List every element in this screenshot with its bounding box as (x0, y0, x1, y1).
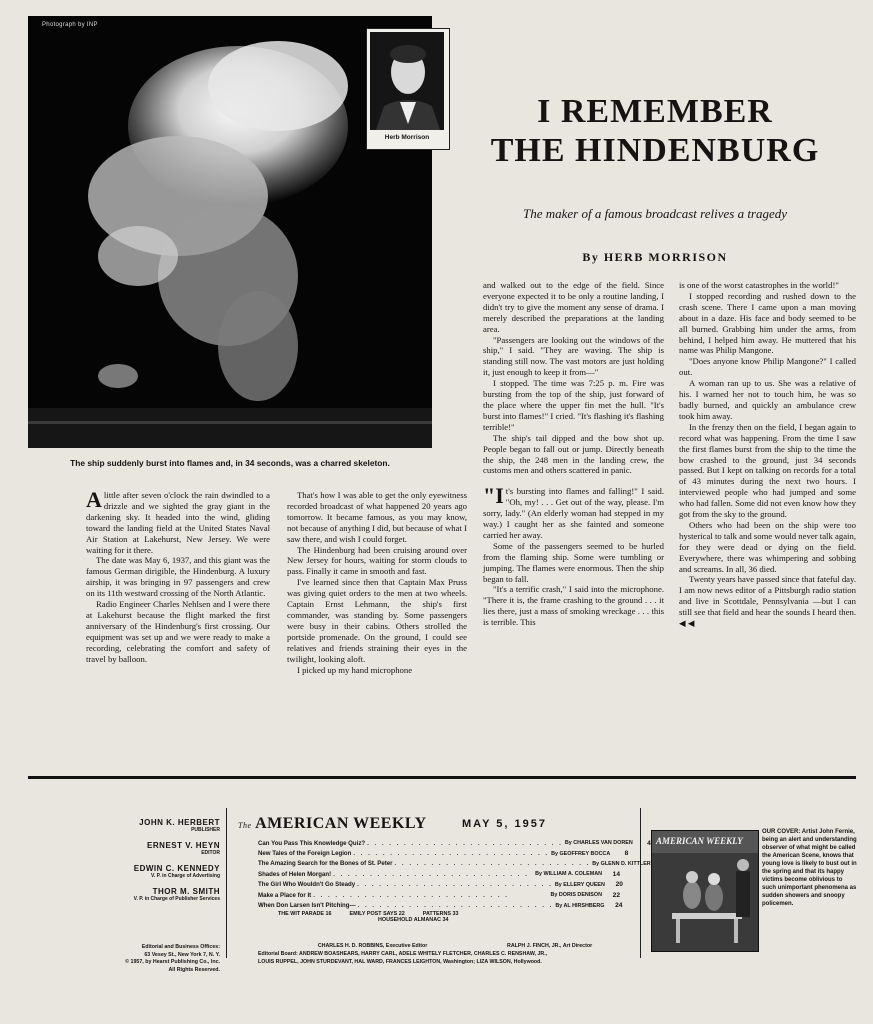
staff-name: JOHN K. HERBERT (139, 818, 220, 827)
photo-caption: The ship suddenly burst into flames and, in 34 seconds, was a charred skeleton. (70, 458, 390, 468)
paragraph: is one of the worst catastrophes in the world!" (679, 280, 839, 290)
paragraph: I stopped recording and rushed down to the crash scene. There I came upon a man moving about in a daze. His face and body seemed to be all burned. Grabbing him under the arms, from behind, I helped him away. He muttered that his name was Philip Mangone. (679, 290, 856, 356)
paragraph: Some of the passengers seemed to be hurled from the flaming ship. Some were tumbling or jumping. The flames were enormous. Then the ship began to fall. (483, 540, 664, 584)
staff-title: V. P. in Charge of Advertising (151, 873, 220, 879)
column-divider (226, 808, 227, 958)
title-line-2: THE HINDENBURG (490, 132, 820, 170)
paragraph: The Hindenburg had been cruising around over New Jersey for hours, waiting for storm clouds to pass. Finally it came in smooth and fast. (287, 544, 467, 577)
drop-cap: A (86, 487, 102, 512)
staff-name: EDWIN C. KENNEDY (133, 864, 220, 873)
paragraph: Twenty years have passed since that fateful day. I am now news editor of a Pittsburgh radio station and live in Scottdale, Pennsylvania —but I can still see that field and hear the sounds I heard then. ◀ ◀ (679, 574, 856, 629)
drop-cap: "I (483, 483, 504, 509)
toc-row[interactable]: The Amazing Search for the Bones of St. Peter . . . . . . . . . . . . . . . . . . . . . . . . . . . By GLENN D. KITTLER (258, 860, 651, 868)
toc-features: HOUSEHOLD ALMANAC 34 (378, 916, 449, 923)
paragraph: I stopped. The time was 7:25 p. m. Fire was bursting from the top of the ship, just forward of the place where the upper fin met the hull. "It's burst into flames!" I cried. "It's flashing it's flashing terrible!" (483, 378, 664, 432)
author-photo-label: Herb Morrison (384, 134, 430, 141)
cover-illustration (652, 831, 758, 951)
paragraph: That's how I was able to get the only eyewitness recorded broadcast of what happened 20 years ago tomorrow. It became famous, as you may know, not because of anything I did, but because of what I saw there, and wish I could forget. (287, 490, 467, 544)
toc-row[interactable]: When Don Larsen Isn't Pitching— . . . . . . . . . . . . . . . . . . . . . . . . . . . By AL HIRSHBERG 24 (258, 902, 623, 910)
paragraph: Others who had been on the ship were too hysterical to talk and some would never talk again, for they were dead or dying on the field. Everywhere, there was whimpering and sobbing and screams. In all, 36 died. (679, 519, 856, 574)
cover-mini-title: AMERICAN WEEKLY (656, 836, 743, 846)
paragraph: "It's a terrific crash," I said into the microphone. "There it is, the frame crashing to the ground . . . it lies there, just a mass of smoking wreckage . . . this is terrible. This (483, 584, 664, 628)
cover-thumbnail[interactable] (651, 830, 759, 952)
author-portrait (370, 32, 444, 130)
toc-row[interactable]: Shades of Helen Morgan! . . . . . . . . . . . . . . . . . . . . . . . . . . . By WILLIAM A. COLEMAN 14 (258, 870, 620, 878)
office-info: Editorial and Business Offices: 63 Vesey St., New York 7, N. Y. © 1957, by Hearst Publishing Co., Inc. All Rights Reserved. (125, 944, 220, 973)
staff-credits: CHARLES H. D. ROBBINS, Executive Editor RALPH J. FINCH, JR., Art Director Editorial Board: ANDREW BOASHEARS, HARRY CARL, ADELE WHITELY FLETCHER, CHARLES C. RENSHAW, JR., LOUIS RUPPEL, JOHN STURDEVANT, HAL WARD, FRANCES LEIGHTON, Washington; LIZA WILSON, Hollywood. (258, 943, 593, 965)
staff-title: EDITOR (201, 850, 220, 856)
paragraph: In the frenzy then on the field, I began again to record what was happening. From the time I saw the first flames burst from the ship to the time the bow crashed to the ground, just 34 seconds passed. But I kept on talking on records for a total of 43 minutes during the next two hours. I interviewed people who had jumped and some who had fallen. Some did not even know how they got from the sky to the ground. (679, 421, 856, 520)
paragraph: "Passengers are looking out the windows of the ship," I said. "They are waving. The ship is standing still now. The vast motors are just holding it, just enough to keep it from—" (483, 334, 664, 378)
title-line-1: I REMEMBER (537, 93, 773, 130)
toc-features: THE WIT PARADE 16 EMILY POST SAYS 22 PATTERNS 33 (278, 910, 459, 917)
paragraph: "Does anyone know Philip Mangone?" I called out. (679, 356, 856, 378)
paragraph: A woman ran up to us. She was a relative of his. I warned her not to touch him, he was so badly burned, and quickly an ambulance crew took him away. (679, 378, 856, 421)
masthead (60, 818, 220, 910)
paragraph: "It's bursting into flames and falling!" I said. "Oh, my! . . . Get out of the way, please. I'm sorry, lady." (An elderly woman had stepped in my way.) I caught her as she fainted and someone carried her away. (483, 483, 664, 540)
article-subtitle: The maker of a famous broadcast relives a tragedy (522, 206, 788, 221)
paragraph: I picked up my hand microphone (297, 664, 413, 675)
article-byline: By HERB MORRISON (582, 250, 728, 264)
portrait-illustration (370, 32, 444, 130)
paragraph: Alittle after seven o'clock the rain dwindled to a drizzle and we sighted the gray giant in the darkening sky. It headed into the wind, gliding toward the landing field at the United States Naval Air Station at Lakehurst, New Jersey. We were waiting for it there. (86, 487, 270, 555)
staff-name: ERNEST V. HEYN (147, 841, 220, 850)
article-title (470, 92, 840, 171)
photo-credit: Photograph by INP (42, 22, 98, 28)
cover-description: OUR COVER: Artist John Fernie, being an alert and understanding observer of what might be called the American Scene, knows that young love is likely to bust out in the spring and that its happy victims become oblivious to such unimportant phenomena as sudden showers and snoopy policemen. (762, 829, 857, 907)
article-column-3 (483, 280, 664, 628)
table-of-contents (258, 838, 651, 923)
article-column-1 (86, 487, 270, 665)
toc-row[interactable]: New Tales of the Foreign Legion . . . . . . . . . . . . . . . . . . . . . . . . . . . By GEOFFREY BOCCA 8 (258, 850, 629, 858)
staff-title: V. P. in Charge of Publisher Services (133, 896, 220, 902)
magazine-logo: The AMERICAN WEEKLY (238, 815, 427, 832)
article-column-2 (287, 490, 467, 675)
staff-title: PUBLISHER (191, 827, 220, 833)
section-divider (28, 776, 856, 779)
column-divider (640, 808, 641, 958)
toc-row[interactable]: The Girl Who Wouldn't Go Steady . . . . . . . . . . . . . . . . . . . . . . . . . . . By ELLERY QUEEN 20 (258, 881, 623, 889)
paragraph: Radio Engineer Charles Nehlsen and I were there at Lakehurst because the flight marked the first anniversary of the Hindenburg's first crossing. Our equipment was set up and we were ready to make a recording, celebrating the comfort and safety of travel by balloon. (86, 599, 270, 664)
paragraph: The date was May 6, 1937, and this giant was the famous German dirigible, the Hindenburg. A luxury airship, it was bringing in 97 passengers and crew on its 11th westward crossing of the North Atlantic. (86, 555, 270, 599)
paragraph: and walked out to the edge of the field. Since everyone expected it to be only a routine landing, I didn't try to give the moment any sense of drama. I merely described the preparations at the landing area. (483, 280, 664, 334)
paragraph: I've learned since then that Captain Max Pruss was giving quiet orders to the men at two wheels. Captain Ernst Lehmann, the ship's first commander, was standing by. Some passengers were busy in their cabins. Others strolled the portside promenade. On the ground, I could see relatives and friends straining their eyes in the twilight, looking aloft. (287, 577, 467, 664)
article-column-4 (679, 280, 856, 629)
toc-row[interactable]: Make a Place for It . . . . . . . . . . . . . . . . . . . . . . . . . . . By DORIS DENISON 22 (258, 891, 620, 899)
paragraph: The ship's tail dipped and the bow shot up. People began to fall out or jump. Directly beneath the ship, the 248 men in the landing crew, the customs men and others scattered in panic. (483, 432, 664, 476)
staff-name: THOR M. SMITH (152, 887, 220, 896)
issue-date: MAY 5, 1957 (462, 818, 547, 830)
toc-row[interactable]: Can You Pass This Knowledge Quiz? . . . . . . . . . . . . . . . . . . . . . . . . . . . By CHARLES VAN DOREN 4 (258, 839, 651, 847)
